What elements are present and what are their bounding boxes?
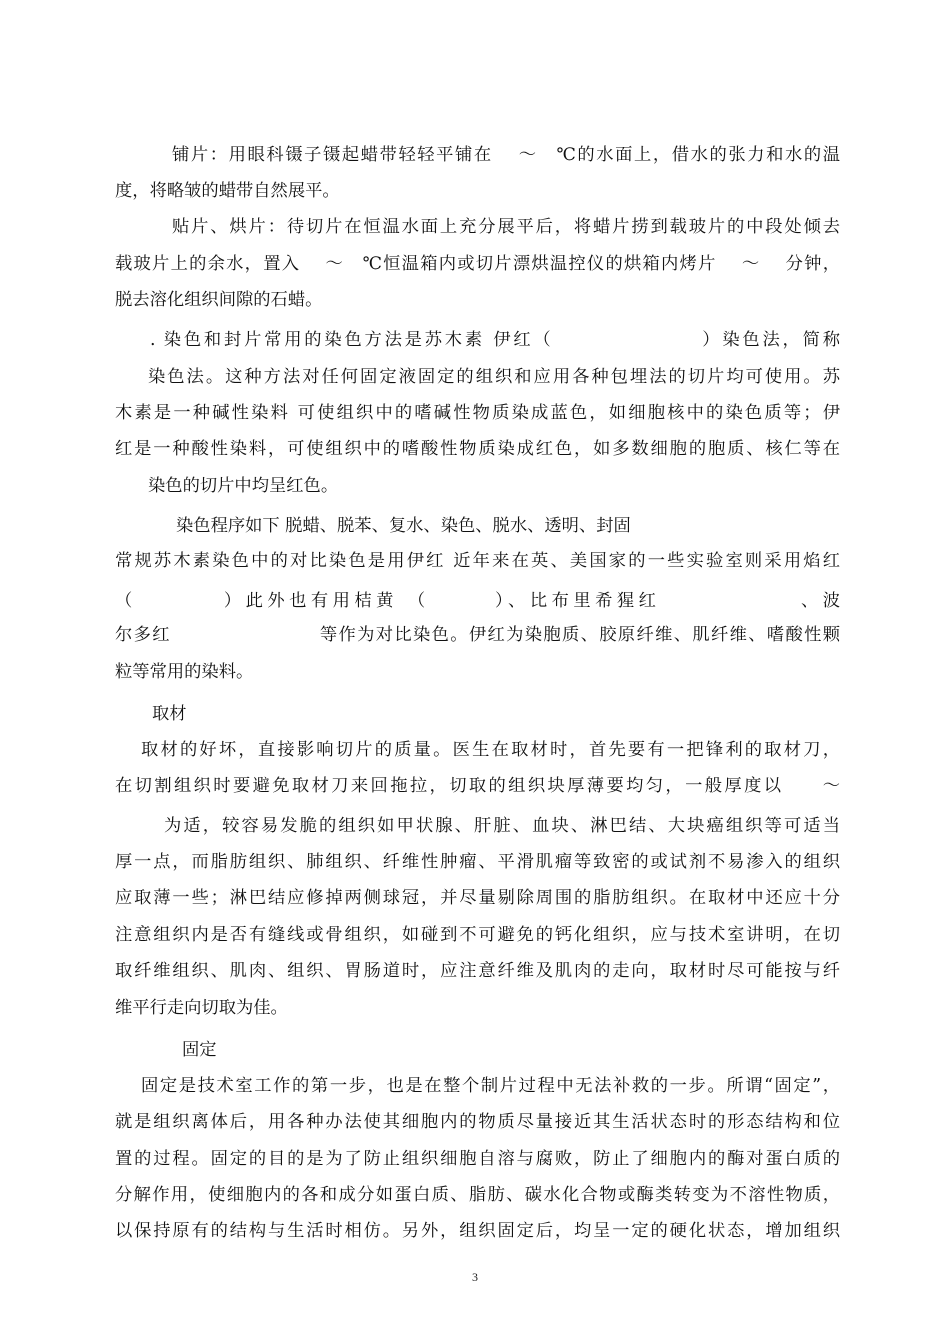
paragraph-line: 粒等常用的染料。 <box>115 662 254 682</box>
paragraph-line: 取纤维组织、肌肉、组织、胃肠道时，应注意纤维及肌肉的走向，取材时尽可能按与纤 <box>115 961 840 981</box>
paragraph-line: 就是组织离体后，用各种办法使其细胞内的物质尽量接近其生活状态时的形态结构和位 <box>115 1112 840 1132</box>
paragraph-line: 木素是一种碱性染料 可使组织中的嗜碱性物质染成蓝色，如细胞核中的染色质等；伊 <box>115 403 840 423</box>
paragraph-line: 贴片、烘片：待切片在恒温水面上充分展平后，将蜡片捞到载玻片的中段处倾去 <box>172 217 840 237</box>
paragraph-line: 应取薄一些；淋巴结应修掉两侧球冠，并尽量剔除周围的脂肪组织。在取材中还应十分 <box>115 888 840 908</box>
paragraph-line: 为适，较容易发脆的组织如甲状腺、肝脏、血块、淋巴结、大块癌组织等可适当 <box>164 816 840 836</box>
paragraph-line: 脱去溶化组织间隙的石蜡。 <box>115 290 323 310</box>
paragraph-line: （ ）此外也有用桔黄 （ ）、比布里希猩红 、波 <box>115 591 840 611</box>
paragraph-line: 置的过程。固定的目的是为了防止组织细胞自溶与腐败，防止了细胞内的酶对蛋白质的 <box>115 1149 840 1169</box>
paragraph-line: 常规苏木素染色中的对比染色是用伊红 近年来在英、美国家的一些实验室则采用焰红 <box>115 551 840 571</box>
paragraph-line: 载玻片上的余水，置入 ～ ℃恒温箱内或切片漂烘温控仪的烘箱内烤片 ～ 分钟， <box>115 254 840 274</box>
paragraph-line: 以保持原有的结构与生活时相仿。另外，组织固定后，均呈一定的硬化状态，增加组织 <box>115 1221 840 1241</box>
page-number: 3 <box>472 1270 478 1284</box>
paragraph-line: 在切割组织时要避免取材刀来回拖拉，切取的组织块厚薄要均匀，一般厚度以 ～ <box>115 776 840 796</box>
paragraph-line: 维平行走向切取为佳。 <box>115 998 288 1018</box>
paragraph-line: 取材的好坏，直接影响切片的质量。医生在取材时，首先要有一把锋利的取材刀， <box>141 740 840 760</box>
paragraph-line: 尔多红 等作为对比染色。伊红为染胞质、胶原纤维、肌纤维、嗜酸性颗 <box>115 625 840 645</box>
paragraph-line: 注意组织内是否有缝线或骨组织，如碰到不可避免的钙化组织，应与技术室讲明，在切 <box>115 925 840 945</box>
paragraph-line: 厚一点，而脂肪组织、肺组织、纤维性肿瘤、平滑肌瘤等致密的或试剂不易渗入的组织 <box>115 852 840 872</box>
paragraph-line: . 染色和封片常用的染色方法是苏木素 伊红（ ）染色法，简称 <box>150 330 840 350</box>
paragraph-line: 红是一种酸性染料，可使组织中的嗜酸性物质染成红色，如多数细胞的胞质、核仁等在 <box>115 439 840 459</box>
paragraph-line: 分解作用，使细胞内的各和成分如蛋白质、脂肪、碳水化合物或酶类转变为不溶性物质， <box>115 1185 840 1205</box>
section-heading: 取材 <box>152 704 187 724</box>
paragraph-line: 染色法。这种方法对任何固定液固定的组织和应用各种包埋法的切片均可使用。苏 <box>148 367 840 387</box>
paragraph-line: 染色程序如下 脱蜡、脱苯、复水、染色、脱水、透明、封固 <box>176 516 631 536</box>
paragraph-line: 固定是技术室工作的第一步，也是在整个制片过程中无法补救的一步。所谓“固定”， <box>141 1076 840 1096</box>
paragraph-line: 铺片：用眼科镊子镊起蜡带轻轻平铺在 ～ ℃的水面上，借水的张力和水的温 <box>172 145 840 165</box>
paragraph-line: 度，将略皱的蜡带自然展平。 <box>115 181 340 201</box>
paragraph-line: 染色的切片中均呈红色。 <box>148 476 339 496</box>
section-heading: 固定 <box>182 1040 217 1060</box>
